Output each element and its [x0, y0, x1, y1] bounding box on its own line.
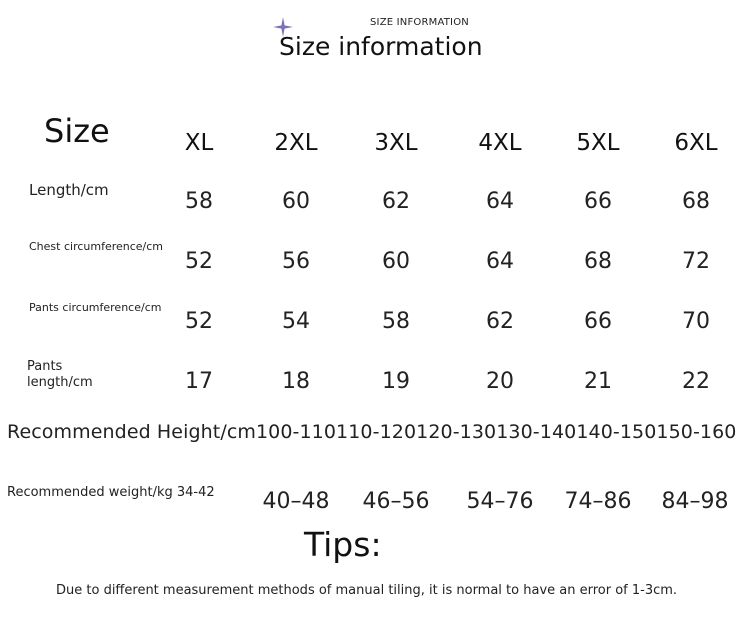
- recommended-height-row: Recommended Height/cm100-110110-120120-130130-140140-150150-160: [7, 421, 737, 443]
- table-cell: 22: [682, 369, 710, 394]
- row-label-chest: Chest circumference/cm: [29, 240, 164, 253]
- table-cell: 60: [282, 189, 310, 214]
- table-cell: 70: [682, 309, 710, 334]
- table-cell: 72: [682, 249, 710, 274]
- table-cell: 58: [382, 309, 410, 334]
- row-label-pants-length-line2: length/cm: [27, 375, 93, 390]
- size-header-5xl: 5XL: [576, 130, 620, 156]
- recommended-weight-label: Recommended weight/kg 34-42: [7, 485, 215, 500]
- row-label-pants-circumference: Pants circumference/cm: [29, 301, 162, 314]
- table-cell: 66: [584, 189, 612, 214]
- table-cell: 58: [185, 189, 213, 214]
- table-cell: 19: [382, 369, 410, 394]
- table-cell: 18: [282, 369, 310, 394]
- size-header-6xl: 6XL: [674, 130, 718, 156]
- size-header-xl: XL: [184, 130, 214, 156]
- table-cell: 17: [185, 369, 213, 394]
- table-cell: 21: [584, 369, 612, 394]
- size-header-2xl: 2XL: [274, 130, 318, 156]
- table-cell: 64: [486, 189, 514, 214]
- row-label-length: Length/cm: [29, 181, 109, 199]
- tips-heading: Tips:: [304, 525, 382, 564]
- table-cell: 54: [282, 309, 310, 334]
- weight-cell: 74–86: [564, 489, 632, 514]
- table-cell: 66: [584, 309, 612, 334]
- table-cell: 52: [185, 309, 213, 334]
- table-cell: 68: [584, 249, 612, 274]
- row-label-pants-length-line1: Pants: [27, 359, 63, 374]
- sub-title: SIZE INFORMATION: [370, 17, 469, 28]
- weight-cell: 40–48: [262, 489, 330, 514]
- table-cell: 20: [486, 369, 514, 394]
- table-cell: 52: [185, 249, 213, 274]
- table-cell: 62: [486, 309, 514, 334]
- page-title: Size information: [279, 32, 483, 61]
- weight-cell: 54–76: [466, 489, 534, 514]
- table-cell: 64: [486, 249, 514, 274]
- size-header-4xl: 4XL: [478, 130, 522, 156]
- weight-cell: 84–98: [661, 489, 729, 514]
- size-label: Size: [44, 112, 110, 150]
- table-cell: 60: [382, 249, 410, 274]
- size-header-3xl: 3XL: [374, 130, 418, 156]
- table-cell: 56: [282, 249, 310, 274]
- measurement-note: Due to different measurement methods of manual tiling, it is normal to have an error of 1-3cm.: [56, 583, 678, 598]
- table-cell: 68: [682, 189, 710, 214]
- table-cell: 62: [382, 189, 410, 214]
- weight-cell: 46–56: [362, 489, 430, 514]
